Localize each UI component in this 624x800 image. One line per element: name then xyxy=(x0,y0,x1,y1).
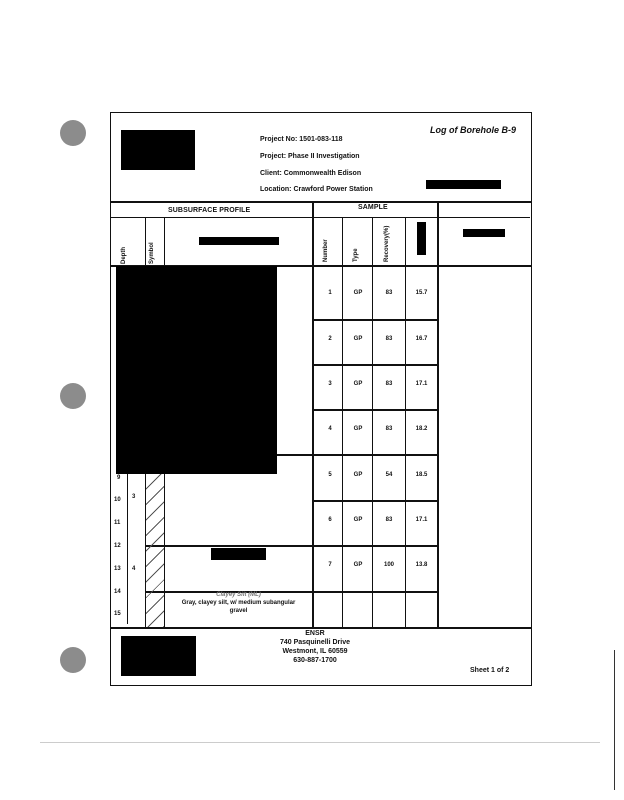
depth-column-header: Depth xyxy=(121,247,127,264)
sample-value: 15.7 xyxy=(415,290,428,296)
sample-type: GP xyxy=(353,290,363,296)
soil-symbol-hatch xyxy=(146,474,164,628)
type-column-header: Type xyxy=(353,248,359,262)
row-divider-4 xyxy=(277,454,439,456)
sample-value: 17.1 xyxy=(415,381,428,387)
sample-number: 2 xyxy=(328,336,332,342)
soil-description-line1: Gray, clayey silt, w/ medium subangular xyxy=(181,600,296,606)
sample-recovery: 83 xyxy=(385,381,393,387)
sample-recovery: 83 xyxy=(385,517,393,523)
sample-type: GP xyxy=(353,426,363,432)
sample-type: GP xyxy=(353,517,363,523)
sample-number: 6 xyxy=(328,517,332,523)
sample-recovery: 83 xyxy=(385,290,393,296)
row-divider-3 xyxy=(312,409,439,411)
subsurface-profile-heading: SUBSURFACE PROFILE xyxy=(168,207,251,214)
row-divider-1 xyxy=(312,319,439,321)
soil-description-line2: gravel xyxy=(229,608,248,614)
sample-heading: SAMPLE xyxy=(358,204,388,211)
depth-scale-axis xyxy=(127,474,128,624)
scan-line xyxy=(40,742,600,743)
sample-number: 7 xyxy=(328,562,332,568)
footer-divider xyxy=(110,627,532,629)
number-column-header: Number xyxy=(323,239,329,262)
sample-value: 13.8 xyxy=(415,562,428,568)
redacted-description-header xyxy=(199,237,279,245)
binder-hole-middle xyxy=(60,383,86,409)
row-divider-6 xyxy=(145,545,439,547)
redacted-remarks-header xyxy=(463,229,505,237)
sample-value: 17.1 xyxy=(415,517,428,523)
sheet-number: Sheet 1 of 2 xyxy=(470,667,510,674)
sample-recovery: 100 xyxy=(383,562,394,568)
sample-number: 5 xyxy=(328,472,332,478)
footer-address-line2: Westmont, IL 60559 xyxy=(282,648,348,655)
redacted-logo-footer xyxy=(121,636,196,676)
binder-hole-bottom xyxy=(60,647,86,673)
sample-type: GP xyxy=(353,562,363,568)
depth-tick-label: 15 xyxy=(114,611,121,617)
sample-subheader-line xyxy=(312,217,439,218)
client-name: Client: Commonwealth Edison xyxy=(260,170,362,177)
header-divider xyxy=(110,201,532,203)
symbol-column-header: Symbol xyxy=(149,242,155,264)
redacted-logo-header xyxy=(121,130,195,170)
sample-recovery: 83 xyxy=(385,426,393,432)
recovery-column-header: Recovery(%) xyxy=(384,225,390,262)
sample-value: 16.7 xyxy=(415,336,428,342)
depth-tick-label: 9 xyxy=(117,475,121,481)
binder-hole-top xyxy=(60,120,86,146)
redacted-soil-label xyxy=(211,548,266,560)
sample-recovery: 54 xyxy=(385,472,393,478)
project-number: Project No: 1501-083-118 xyxy=(260,136,343,143)
footer-phone: 630-887-1700 xyxy=(293,657,337,664)
scan-edge-line xyxy=(614,650,615,790)
depth-tick-label: 14 xyxy=(114,589,121,595)
sample-type: GP xyxy=(353,336,363,342)
sample-number: 1 xyxy=(328,290,332,296)
sample-type: GP xyxy=(353,381,363,387)
meter-mark: 3 xyxy=(132,494,136,500)
row-divider-2 xyxy=(312,364,439,366)
row-divider-5 xyxy=(312,500,439,502)
project-name: Project: Phase II Investigation xyxy=(260,153,360,160)
redacted-profile-block xyxy=(116,266,277,474)
sample-value: 18.5 xyxy=(415,472,428,478)
depth-tick-label: 13 xyxy=(114,566,121,572)
redacted-column-header xyxy=(417,222,426,255)
soil-classification: Clayey Silt (ML) xyxy=(216,592,261,598)
redacted-header-field xyxy=(426,180,501,189)
col-line-number xyxy=(342,217,343,628)
location-name: Location: Crawford Power Station xyxy=(260,186,373,193)
footer-address-line1: 740 Pasquinelli Drive xyxy=(279,639,351,646)
sample-type: GP xyxy=(353,472,363,478)
depth-tick-label: 11 xyxy=(114,520,121,526)
sample-recovery: 83 xyxy=(385,336,393,342)
depth-tick-label: 10 xyxy=(114,497,121,503)
footer-company: ENSR xyxy=(305,630,325,637)
log-title: Log of Borehole B-9 xyxy=(430,125,516,135)
meter-mark: 4 xyxy=(132,566,136,572)
sample-number: 4 xyxy=(328,426,332,432)
depth-tick-label: 12 xyxy=(114,543,121,549)
sample-value: 18.2 xyxy=(415,426,428,432)
sample-number: 3 xyxy=(328,381,332,387)
